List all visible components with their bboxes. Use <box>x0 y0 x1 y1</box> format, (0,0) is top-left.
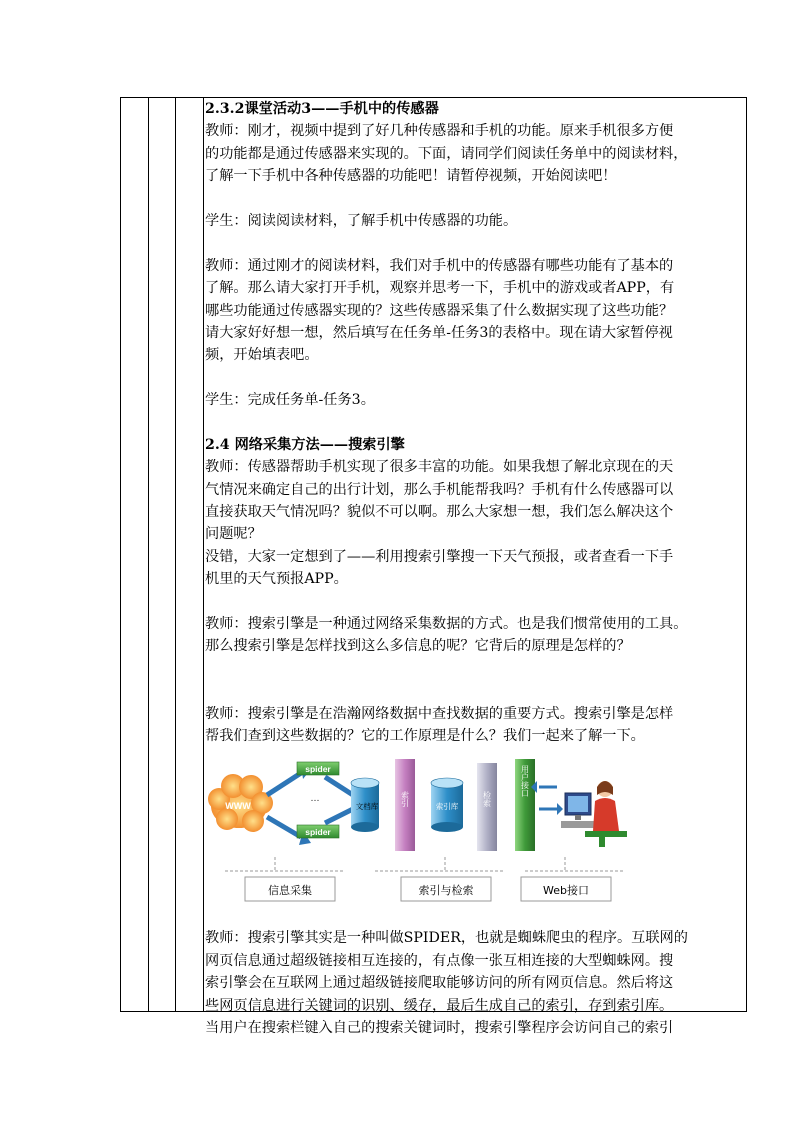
text-line: 直接获取天气情况吗？貌似不可以啊。那么大家想一想，我们怎么解决这个 <box>205 504 674 521</box>
text-line: 教师：刚才，视频中提到了好几种传感器和手机的功能。原来手机很多方便 <box>205 123 674 140</box>
text-line: 当用户在搜索栏键入自己的搜索关键词时，搜索引擎程序会访问自己的索引 <box>205 1019 674 1036</box>
text-line: 那么搜索引擎是怎样找到这么多信息的呢？它背后的原理是怎样的？ <box>205 638 631 655</box>
text-line: 了解一下手机中各种传感器的功能吧！请暂停视频，开始阅读吧！ <box>205 168 617 185</box>
search-engine-diagram <box>205 759 743 927</box>
text-line: 教师：传感器帮助手机实现了很多丰富的功能。如果我想了解北京现在的天 <box>205 459 674 476</box>
user-computer-icon <box>561 781 627 847</box>
text-line: 教师：搜索引擎是在浩瀚网络数据中查找数据的重要方式。搜索引擎是怎样 <box>205 705 674 722</box>
text-line: 机里的天气预报APP。 <box>205 571 348 588</box>
text-line: 气情况来确定自己的出行计划，那么手机能帮我吗？手机有什么传感器可以 <box>205 481 674 498</box>
column-divider <box>203 98 204 1011</box>
arrow-icon <box>267 773 301 795</box>
text-line: 请大家好好想一想，然后填写在任务单-任务3的表格中。现在请大家暂停视 <box>205 324 673 341</box>
text-line: 哪些功能通过传感器实现的？这些传感器采集了什么数据实现了这些功能？ <box>205 302 674 319</box>
text-line: 帮我们查到这些数据的？它的工作原理是什么？我们一起来了解一下。 <box>205 727 645 744</box>
text-line: 索引擎会在互联网上通过超级链接爬取能够访问的所有网页信息。然后将这 <box>205 975 674 992</box>
www-cloud-icon <box>208 774 273 832</box>
text-line: 学生：阅读阅读材料，了解手机中传感器的功能。 <box>205 212 518 229</box>
diagram-svg <box>205 759 743 927</box>
text-line: 频，开始填表吧。 <box>205 347 319 364</box>
user-interface-label: 用户接口 <box>520 765 530 798</box>
text-line: 没错，大家一定想到了——利用搜索引擎搜一下天气预报，或者查看一下手 <box>205 548 674 565</box>
spider-bottom-label: spider <box>305 827 331 838</box>
text-line: 学生：完成任务单-任务3。 <box>205 392 375 409</box>
search-bar-label: 检索 <box>482 791 492 808</box>
text-line: 教师：通过刚才的阅读材料，我们对手机中的传感器有哪些功能有了基本的 <box>205 257 674 274</box>
doc-db-label: 文档库 <box>355 802 379 812</box>
section-heading: 2.3.2课堂活动3——手机中的传感器 <box>205 101 439 117</box>
text-line: 教师：搜索引擎其实是一种叫做SPIDER，也就是蜘蛛爬虫的程序。互联网的 <box>205 930 688 947</box>
column-divider <box>175 98 176 1011</box>
text-line: 教师：搜索引擎是一种通过网络采集数据的方式。也是我们惯常使用的工具。 <box>205 615 688 632</box>
search-bar <box>477 763 497 851</box>
arrow-head-icon <box>557 803 563 815</box>
text-line: 些网页信息进行关键词的识别、缓存，最后生成自己的索引，存到索引库。 <box>205 997 674 1014</box>
text-line: 网页信息通过超级链接相互连接的，有点像一张互相连接的大型蜘蛛网。搜 <box>205 952 674 969</box>
www-label: WWW <box>225 801 251 812</box>
lesson-table <box>120 97 747 1036</box>
web-interface-label: Web接口 <box>543 884 589 898</box>
text-line: 了解。那么请大家打开手机，观察并思考一下，手机中的游戏或者APP，有 <box>205 280 675 297</box>
index-search-label: 索引与检索 <box>418 884 474 898</box>
arrow-icon <box>267 817 301 837</box>
spider-top-label: spider <box>305 764 331 775</box>
section-heading: 2.4 网络采集方法——搜索引擎 <box>205 436 405 453</box>
lesson-content <box>205 98 743 1039</box>
text-line: 的功能都是通过传感器来实现的。下面，请同学们阅读任务单中的阅读材料， <box>205 145 688 162</box>
column-divider <box>148 98 149 1011</box>
arrow-icon <box>325 809 353 823</box>
collect-label: 信息采集 <box>268 884 312 898</box>
index-bar-label: 索引 <box>400 791 410 808</box>
text-line: 问题呢？ <box>205 526 262 543</box>
index-db-label: 索引库 <box>435 802 459 812</box>
ellipsis-label: … <box>310 794 320 805</box>
arrow-icon <box>325 777 353 795</box>
